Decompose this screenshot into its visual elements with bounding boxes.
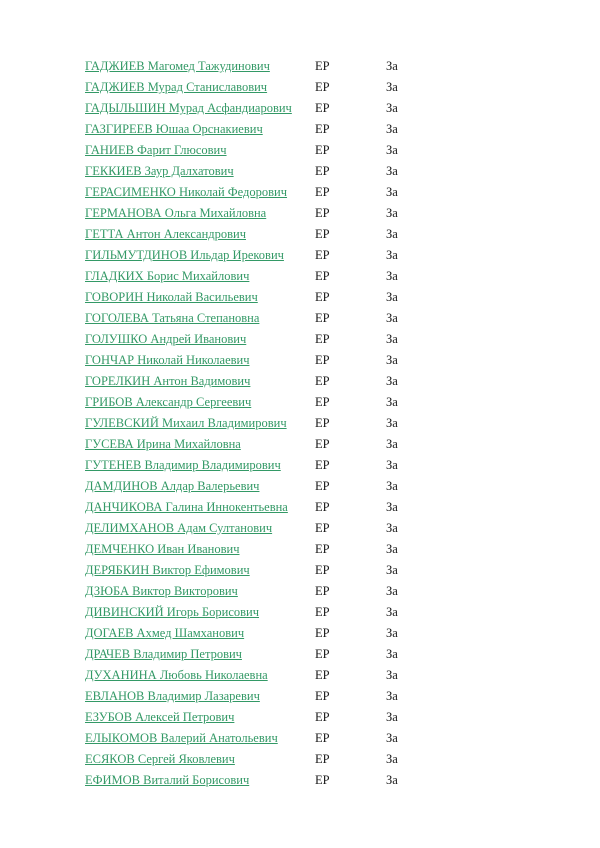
table-row [85,287,600,308]
table-row [85,434,600,455]
party-faction-label: ЕР [315,311,330,325]
deputy-name-link[interactable]: ДИВИНСКИЙ Игорь Борисович [85,605,260,619]
party-faction-label: ЕР [315,332,330,346]
table-row [85,266,600,287]
party-faction-label: ЕР [315,122,330,136]
table-row [85,623,600,644]
party-faction-label: ЕР [315,416,330,430]
table-row [85,455,600,476]
table-row [85,350,600,371]
deputy-name-link[interactable]: ДУХАНИНА Любовь Николаевна [85,668,268,682]
vote-result-label: За [386,269,398,283]
deputy-name-link[interactable]: ГИЛЬМУТДИНОВ Ильдар Ирекович [85,248,284,262]
vote-result-label: За [386,437,398,451]
party-faction-label: ЕР [315,521,330,535]
party-faction-label: ЕР [315,290,330,304]
deputy-name-link[interactable]: ЕЗУБОВ Алексей Петрович [85,710,235,724]
party-faction-label: ЕР [315,80,330,94]
party-faction-label: ЕР [315,605,330,619]
vote-result-label: За [386,626,398,640]
deputy-name-link[interactable]: ГОГОЛЕВА Татьяна Степановна [85,311,260,325]
deputy-name-link[interactable]: ГОРЕЛКИН Антон Вадимович [85,374,251,388]
vote-result-label: За [386,185,398,199]
vote-result-label: За [386,458,398,472]
deputy-name-link[interactable]: ЕВЛАНОВ Владимир Лазаревич [85,689,260,703]
table-row [85,665,600,686]
vote-result-label: За [386,227,398,241]
deputy-name-link[interactable]: ГЕТТА Антон Александрович [85,227,246,241]
table-row [85,476,600,497]
table-row [85,707,600,728]
party-faction-label: ЕР [315,59,330,73]
table-row [85,770,600,791]
deputy-name-link[interactable]: ГОНЧАР Николай Николаевич [85,353,250,367]
party-faction-label: ЕР [315,248,330,262]
deputy-name-link[interactable]: ДАМДИНОВ Алдар Валерьевич [85,479,260,493]
vote-result-label: За [386,353,398,367]
vote-result-label: За [386,416,398,430]
deputy-name-link[interactable]: ДЗЮБА Виктор Викторович [85,584,238,598]
deputy-name-link[interactable]: ЕФИМОВ Виталий Борисович [85,773,250,787]
party-faction-label: ЕР [315,185,330,199]
table-row [85,182,600,203]
deputy-name-link[interactable]: ЕЛЫКОМОВ Валерий Анатольевич [85,731,278,745]
vote-result-label: За [386,647,398,661]
deputy-name-link[interactable]: ГАДЖИЕВ Мурад Станиславович [85,80,268,94]
party-faction-label: ЕР [315,143,330,157]
vote-result-label: За [386,689,398,703]
vote-result-label: За [386,122,398,136]
vote-result-label: За [386,395,398,409]
table-row [85,119,600,140]
deputy-name-link[interactable]: ГАДЖИЕВ Магомед Тажудинович [85,59,270,73]
party-faction-label: ЕР [315,437,330,451]
deputy-name-link[interactable]: ГЕРАСИМЕНКО Николай Федорович [85,185,288,199]
party-faction-label: ЕР [315,164,330,178]
deputy-name-link[interactable]: ГУТЕНЕВ Владимир Владимирович [85,458,281,472]
party-faction-label: ЕР [315,668,330,682]
party-faction-label: ЕР [315,773,330,787]
table-row [85,98,600,119]
party-faction-label: ЕР [315,689,330,703]
table-row [85,497,600,518]
deputy-name-link[interactable]: ДАНЧИКОВА Галина Иннокентьевна [85,500,288,514]
table-row [85,161,600,182]
table-row [85,203,600,224]
table-row [85,539,600,560]
vote-result-label: За [386,59,398,73]
table-row [85,371,600,392]
party-faction-label: ЕР [315,752,330,766]
table-row [85,413,600,434]
party-faction-label: ЕР [315,458,330,472]
party-faction-label: ЕР [315,206,330,220]
deputy-name-link[interactable]: ГАЗГИРЕЕВ Юшаа Орснакиевич [85,122,263,136]
vote-result-label: За [386,542,398,556]
vote-result-label: За [386,605,398,619]
deputy-name-link[interactable]: ГЕРМАНОВА Ольга Михайловна [85,206,267,220]
vote-results-list [85,56,600,791]
party-faction-label: ЕР [315,500,330,514]
party-faction-label: ЕР [315,479,330,493]
deputy-name-link[interactable]: ГУЛЕВСКИЙ Михаил Владимирович [85,416,287,430]
vote-result-label: За [386,101,398,115]
vote-result-label: За [386,143,398,157]
table-row [85,245,600,266]
table-row [85,308,600,329]
table-row [85,518,600,539]
party-faction-label: ЕР [315,542,330,556]
vote-result-label: За [386,206,398,220]
vote-result-label: За [386,773,398,787]
deputy-name-link[interactable]: ДЕРЯБКИН Виктор Ефимович [85,563,250,577]
party-faction-label: ЕР [315,101,330,115]
vote-result-label: За [386,374,398,388]
vote-result-label: За [386,584,398,598]
deputy-name-link[interactable]: ГАНИЕВ Фарит Глюсович [85,143,227,157]
deputy-name-link[interactable]: ГЕККИЕВ Заур Далхатович [85,164,234,178]
deputy-name-link[interactable]: ЕСЯКОВ Сергей Яковлевич [85,752,235,766]
party-faction-label: ЕР [315,584,330,598]
party-faction-label: ЕР [315,374,330,388]
table-row [85,77,600,98]
table-row [85,749,600,770]
table-row [85,56,600,77]
vote-result-label: За [386,500,398,514]
vote-result-label: За [386,311,398,325]
vote-result-label: За [386,710,398,724]
table-row [85,560,600,581]
party-faction-label: ЕР [315,227,330,241]
vote-result-label: За [386,668,398,682]
deputy-name-link[interactable]: ГОВОРИН Николай Васильевич [85,290,258,304]
vote-result-label: За [386,479,398,493]
deputy-name-link[interactable]: ДЕЛИМХАНОВ Адам Султанович [85,521,273,535]
party-faction-label: ЕР [315,269,330,283]
vote-result-label: За [386,248,398,262]
vote-result-label: За [386,332,398,346]
vote-result-label: За [386,752,398,766]
table-row [85,329,600,350]
table-row [85,140,600,161]
table-row [85,728,600,749]
party-faction-label: ЕР [315,710,330,724]
party-faction-label: ЕР [315,731,330,745]
table-row [85,602,600,623]
vote-result-label: За [386,290,398,304]
table-row [85,644,600,665]
deputy-name-link[interactable]: ДОГАЕВ Ахмед Шамханович [85,626,245,640]
deputy-name-link[interactable]: ГУСЕВА Ирина Михайловна [85,437,241,451]
vote-result-label: За [386,731,398,745]
party-faction-label: ЕР [315,395,330,409]
deputy-name-link[interactable]: ГЛАДКИХ Борис Михайлович [85,269,250,283]
vote-result-label: За [386,164,398,178]
table-row [85,686,600,707]
party-faction-label: ЕР [315,647,330,661]
party-faction-label: ЕР [315,563,330,577]
vote-result-label: За [386,521,398,535]
party-faction-label: ЕР [315,626,330,640]
deputy-name-link[interactable]: ГОЛУШКО Андрей Иванович [85,332,247,346]
deputy-name-link[interactable]: ДЕМЧЕНКО Иван Иванович [85,542,240,556]
deputy-name-link[interactable]: ДРАЧЕВ Владимир Петрович [85,647,242,661]
party-faction-label: ЕР [315,353,330,367]
deputy-name-link[interactable]: ГРИБОВ Александр Сергеевич [85,395,252,409]
vote-result-label: За [386,563,398,577]
vote-result-label: За [386,80,398,94]
deputy-name-link[interactable]: ГАДЫЛЬШИН Мурад Асфандиарович [85,101,292,115]
table-row [85,392,600,413]
table-row [85,224,600,245]
table-row [85,581,600,602]
